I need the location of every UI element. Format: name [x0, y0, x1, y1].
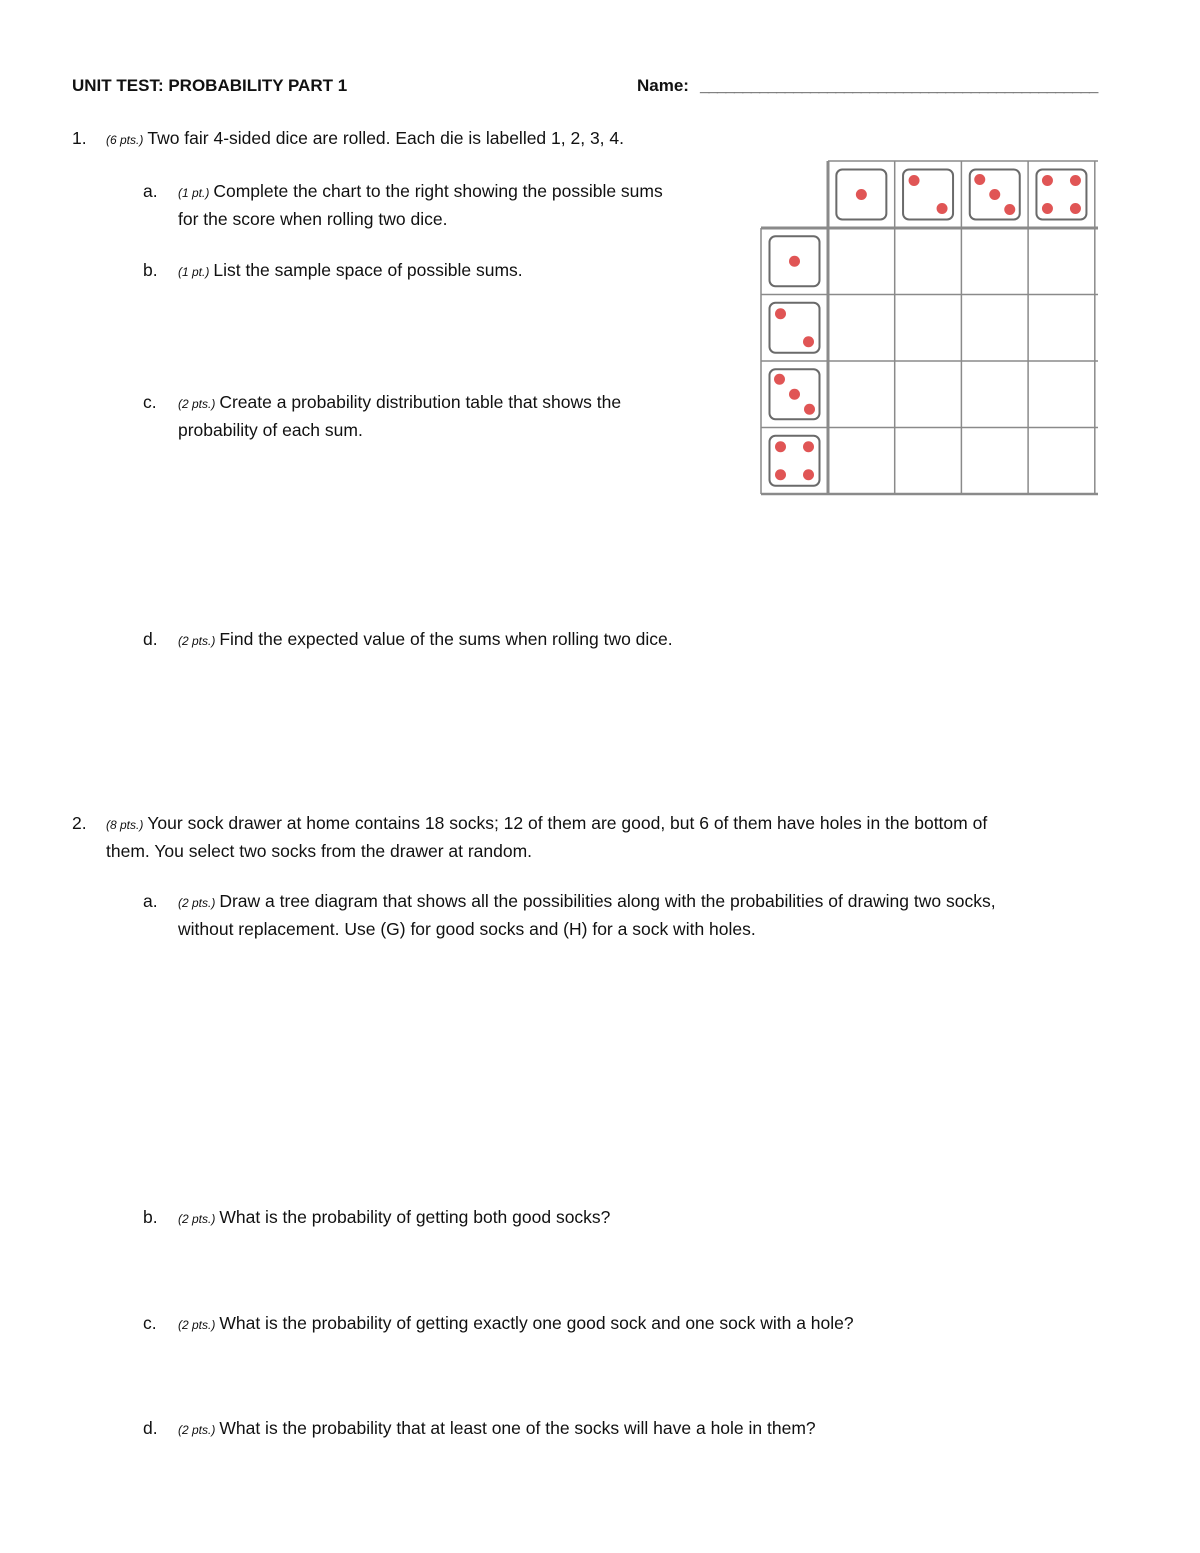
- die-pip: [789, 256, 800, 267]
- q1a-line1: Complete the chart to the right showing the possible sums: [213, 181, 663, 201]
- page-title: UNIT TEST: PROBABILITY PART 1: [72, 76, 348, 95]
- q2a-line1: Draw a tree diagram that shows all the possibilities along with the probabilities of drawing two socks,: [219, 891, 996, 911]
- q1c-points: (2 pts.): [178, 397, 216, 411]
- die-pip: [1042, 175, 1053, 186]
- die-pip: [1070, 203, 1081, 214]
- die-pip: [856, 189, 867, 200]
- column-die-3: [970, 170, 1020, 220]
- q2b-letter: b.: [143, 1207, 158, 1227]
- q2a-points: (2 pts.): [178, 896, 216, 910]
- q2a-line2: without replacement. Use (G) for good socks and (H) for a sock with holes.: [178, 919, 756, 939]
- q2c-line1: What is the probability of getting exactly one good sock and one sock with a hole?: [219, 1313, 854, 1333]
- q1b-letter: b.: [143, 260, 158, 280]
- q1a-letter: a.: [143, 181, 158, 201]
- die-pip: [775, 441, 786, 452]
- die-pip: [804, 404, 815, 415]
- question-2-points: (8 pts.): [106, 818, 144, 832]
- question-1-statement: Two fair 4-sided dice are rolled. Each die is labelled 1, 2, 3, 4.: [147, 128, 624, 148]
- row-die-3: [770, 369, 820, 419]
- q2d-text: [178, 1415, 816, 1443]
- q2d-line1: What is the probability that at least one of the socks will have a hole in them?: [219, 1418, 816, 1438]
- q2b-text: [178, 1204, 610, 1232]
- name-label: Name:: [637, 76, 689, 95]
- q2b-points: (2 pts.): [178, 1212, 216, 1226]
- die-pip: [937, 203, 948, 214]
- column-die-1: [836, 170, 886, 220]
- q2c-text: [178, 1310, 854, 1338]
- die-pip: [775, 469, 786, 480]
- row-die-2: [770, 303, 820, 353]
- column-die-4: [1036, 170, 1086, 220]
- q1d-points: (2 pts.): [178, 634, 216, 648]
- die-pip: [974, 174, 985, 185]
- row-die-1: [770, 236, 820, 286]
- question-1-number: 1.: [72, 128, 87, 148]
- die-pip: [803, 336, 814, 347]
- die-pip: [774, 374, 785, 385]
- die-pip: [803, 469, 814, 480]
- q1a-line2: for the score when rolling two dice.: [178, 209, 448, 229]
- question-2-line1: Your sock drawer at home contains 18 socks; 12 of them are good, but 6 of them have holes in the bottom of: [147, 813, 988, 833]
- q1c-line1: Create a probability distribution table that shows the: [219, 392, 622, 412]
- die-pip: [909, 175, 920, 186]
- die-pip: [1042, 203, 1053, 214]
- column-die-2: [903, 170, 953, 220]
- q2b-line1: What is the probability of getting both good socks?: [219, 1207, 611, 1227]
- q1c-letter: c.: [143, 392, 157, 412]
- question-2-number: 2.: [72, 813, 87, 833]
- q1b-points: (1 pt.): [178, 265, 210, 279]
- q1c-line2: probability of each sum.: [178, 420, 363, 440]
- name-blank[interactable]: _______________________________________________: [700, 76, 1098, 95]
- q2a-letter: a.: [143, 891, 158, 911]
- row-die-4: [770, 436, 820, 486]
- q2d-letter: d.: [143, 1418, 158, 1438]
- die-pip: [803, 441, 814, 452]
- q2d-points: (2 pts.): [178, 1423, 216, 1437]
- die-pip: [775, 308, 786, 319]
- q1d-letter: d.: [143, 629, 158, 649]
- q1a-points: (1 pt.): [178, 186, 210, 200]
- q2a-text: [178, 888, 996, 942]
- question-2-text: [106, 810, 987, 864]
- q1d-line1: Find the expected value of the sums when rolling two dice.: [219, 629, 673, 649]
- q2c-points: (2 pts.): [178, 1318, 216, 1332]
- die-pip: [1070, 175, 1081, 186]
- question-1-points: (6 pts.): [106, 133, 144, 147]
- q2c-letter: c.: [143, 1313, 157, 1333]
- dice-chart-headers: [770, 170, 1087, 486]
- question-2-line2: them. You select two socks from the drawer at random.: [106, 841, 533, 861]
- die-pip: [1004, 204, 1015, 215]
- die-pip: [989, 189, 1000, 200]
- q1b-line1: List the sample space of possible sums.: [213, 260, 523, 280]
- die-pip: [789, 389, 800, 400]
